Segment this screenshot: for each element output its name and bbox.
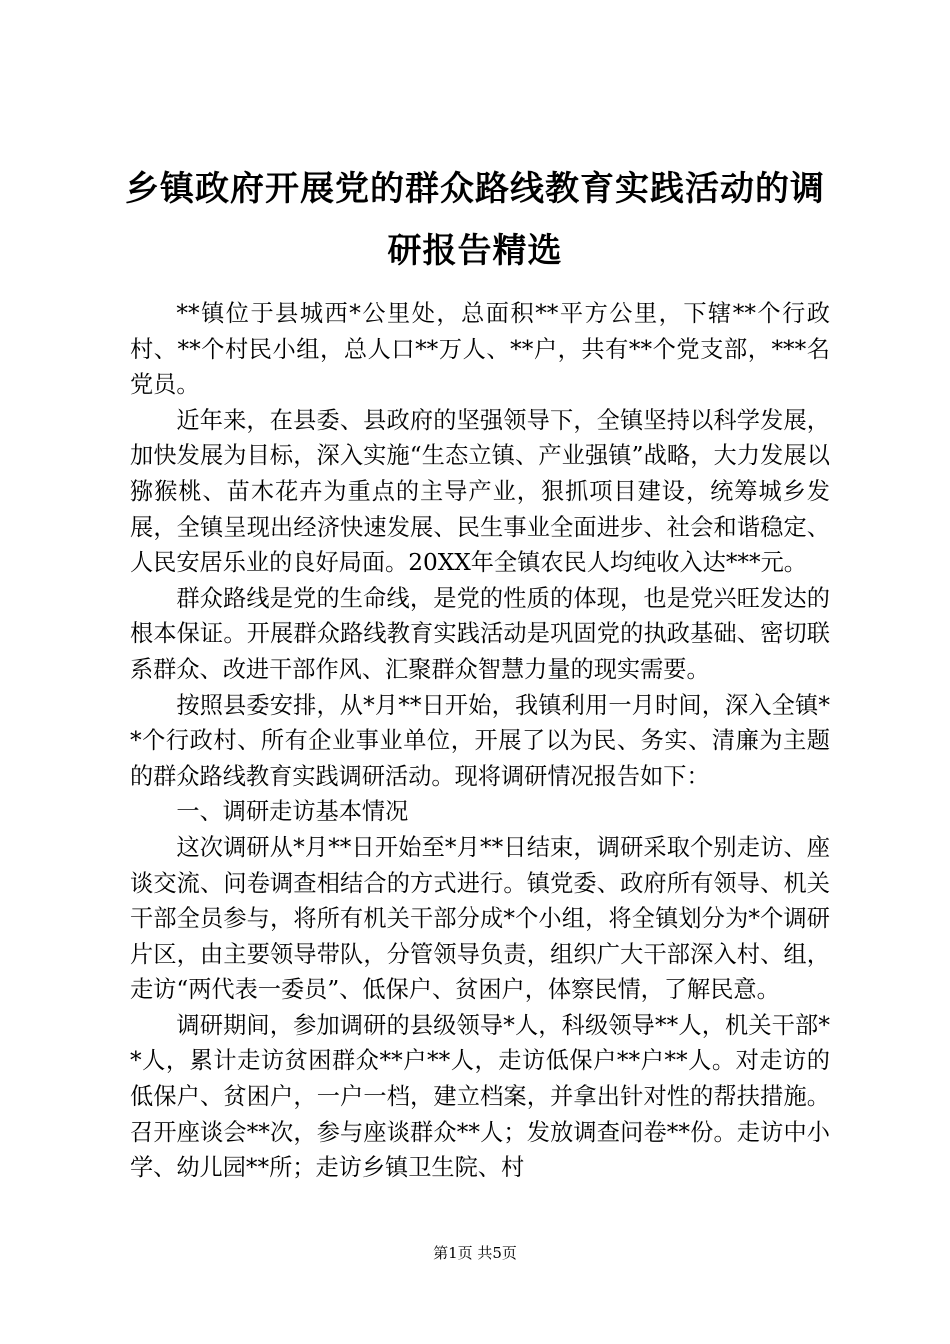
paragraph: 近年来，在县委、县政府的坚强领导下，全镇坚持以科学发展，加快发展为目标，深入实施“生态立镇、产业强镇”战略，大力发展以猕猴桃、苗木花卉为重点的主导产业，狠抓项目建设，统筹城乡发展，全镇呈现出经济快速发展、民生事业全面进步、社会和谐稳定、人民安居乐业的良好局面。20XX年全镇农民人均纯收入达***元。 bbox=[130, 406, 830, 577]
page-footer: 第1页 共5页 bbox=[433, 1244, 517, 1262]
paragraph: **镇位于县城西*公里处，总面积**平方公里，下辖**个行政村、**个村民小组，总人口**万人、**户，共有**个党支部，***名党员。 bbox=[130, 300, 830, 399]
paragraph: 群众路线是党的生命线，是党的性质的体现，也是党兴旺发达的根本保证。开展群众路线教育实践活动是巩固党的执政基础、密切联系群众、改进干部作风、汇聚群众智慧力量的现实需要。 bbox=[130, 584, 830, 683]
document-title: 乡镇政府开展党的群众路线教育实践活动的调研报告精选 bbox=[125, 169, 825, 271]
document-body bbox=[130, 296, 830, 1186]
paragraph: 调研期间，参加调研的县级领导*人，科级领导**人，机关干部**人，累计走访贫困群众**户**人，走访低保户**户**人。对走访的低保户、贫困户，一户一档，建立档案，并拿出针对性的帮扶措施。召开座谈会**次，参与座谈群众**人；发放调查问卷**份。走访中小学、幼儿园**所；走访乡镇卫生院、村 bbox=[130, 1011, 830, 1182]
section-heading: 一、调研走访基本情况 bbox=[176, 798, 409, 826]
paragraph: 按照县委安排，从*月**日开始，我镇利用一月时间，深入全镇**个行政村、所有企业事业单位，开展了以为民、务实、清廉为主题的群众路线教育实践调研活动。现将调研情况报告如下： bbox=[130, 691, 830, 790]
paragraph: 这次调研从*月**日开始至*月**日结束，调研采取个别走访、座谈交流、问卷调查相结合的方式进行。镇党委、政府所有领导、机关干部全员参与，将所有机关干部分成*个小组，将全镇划分为*个调研片区，由主要领导带队，分管领导负责，组织广大干部深入村、组，走访“两代表一委员”、低保户、贫困户，体察民情，了解民意。 bbox=[130, 833, 830, 1004]
